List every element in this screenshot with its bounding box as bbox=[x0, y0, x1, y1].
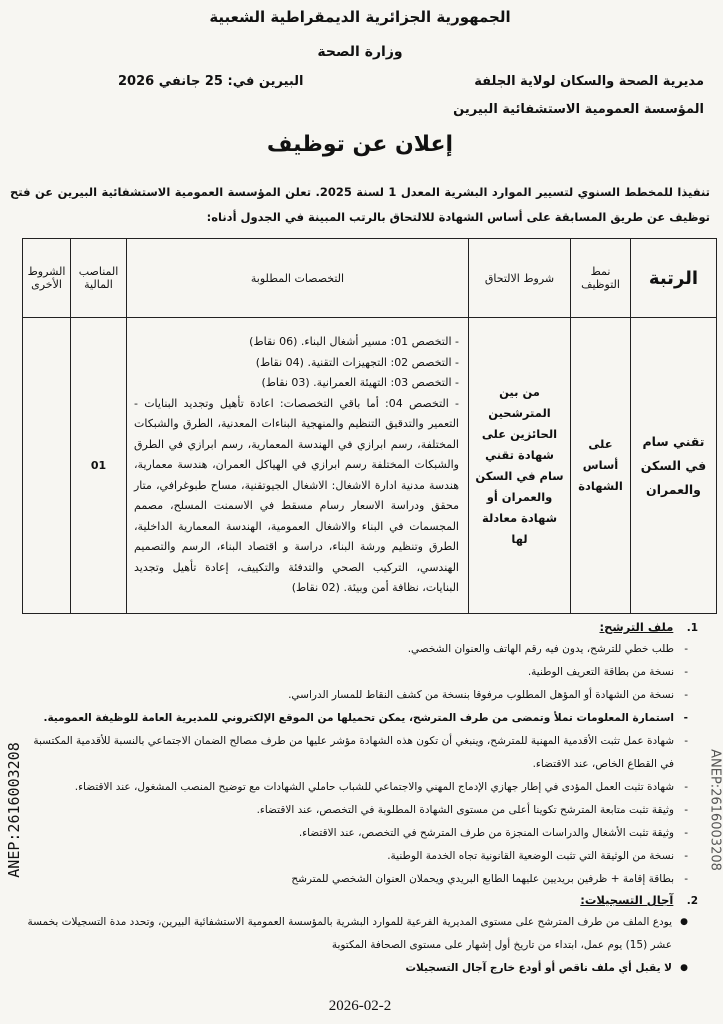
footer-date: 2026-02-2 bbox=[328, 998, 392, 1014]
page-title: إعلان عن توظيف bbox=[266, 132, 454, 157]
header-mode: نمط التوظيف bbox=[571, 239, 631, 318]
list-item: - وثيقة تثبت متابعة المترشح تكوينا أعلى من مستوى الشهادة المطلوبة في التخصص، عند الاقتضاء. bbox=[18, 799, 688, 822]
list-item: ● لا يقبل أي ملف ناقص أو أودع خارج آجال التسجيلات bbox=[18, 957, 688, 980]
list-item: - وثيقة تثبت الأشغال والدراسات المنجزة من طرف المترشح في التخصص، عند الاقتضاء. bbox=[18, 822, 688, 845]
anep-reference-right: ANEP:2616003208 bbox=[707, 749, 723, 871]
anep-side-stamp-right bbox=[708, 720, 722, 900]
anep-side-stamp bbox=[4, 700, 24, 920]
table-header-row bbox=[23, 239, 717, 318]
specialty-item: - التخصص 02: التجهيزات التقنية. (04 نقاط) bbox=[255, 355, 459, 369]
section-number: 2. bbox=[686, 895, 698, 907]
header-specialties: التخصصات المطلوبة bbox=[127, 239, 469, 318]
establishment-heading: المؤسسة العمومية الاستشفائية البيرين bbox=[453, 102, 704, 117]
list-item: - شهادة عمل تثبت الأقدمية المهنية للمترشح، وينبغي أن تكون هذه الشهادة مؤشر عليها من طرف مصالح الضمان الاجتماعي بالنسبة للأقدمية المكتسبة في القطاع الخاص، عند الاقتضاء. bbox=[18, 730, 688, 776]
header-notes: الشروط الأخرى bbox=[23, 239, 71, 318]
section-application-file bbox=[18, 620, 698, 891]
section-registration-deadlines bbox=[18, 893, 698, 980]
section-number: 1. bbox=[686, 622, 698, 634]
header-conditions: شروط الالتحاق bbox=[469, 239, 571, 318]
list-item: ● يودع الملف من طرف المترشح على مستوى المديرية الفرعية للموارد البشرية بالمؤسسة العمومية الاستشفائية البيرين، وتحدد مدة التسجيلات بخمسة عشر (15) يوم عمل، ابتداء من تاريخ أول إشهار على مستوى الصحافة المكتوبة bbox=[18, 911, 688, 957]
header-posts: المناصب المالية bbox=[71, 239, 127, 318]
positions-table bbox=[22, 238, 717, 614]
list-item: - نسخة من بطاقة التعريف الوطنية. bbox=[18, 661, 688, 684]
section-title: ملف الترشح: bbox=[599, 620, 674, 634]
table-row bbox=[23, 318, 717, 614]
republic-heading: الجمهورية الجزائرية الديمقراطية الشعبية bbox=[209, 8, 511, 26]
anep-reference: ANEP:2616003208 bbox=[5, 742, 23, 878]
section-title: آجال التسجيلات: bbox=[580, 893, 674, 907]
intro-paragraph: تنفيذا للمخطط السنوي لتسيير الموارد البشرية المعدل 1 لسنة 2025. تعلن المؤسسة العمومية الاستشفائية البيرين عن فتح توظيف عن طريق المسابقة على أساس الشهادة للالتحاق بالرتب المبينة في الجدول أدناه: bbox=[10, 185, 710, 224]
directorate-heading: مديرية الصحة والسكان لولاية الجلفة bbox=[474, 74, 704, 89]
list-item: - شهادة تثبت العمل المؤدى في إطار جهازي الإدماج المهني والاجتماعي للشباب حاملي الشهادات مع توضيح المنصب المشغول، عند الاقتضاء. bbox=[18, 776, 688, 799]
cell-rank: تقني سام في السكن والعمران bbox=[631, 318, 717, 614]
cell-notes bbox=[23, 318, 71, 614]
list-item: - نسخة من الشهادة أو المؤهل المطلوب مرفوقا بنسخة من كشف النقاط للمسار الدراسي. bbox=[18, 684, 688, 707]
specialties-list bbox=[128, 326, 467, 605]
ministry-heading: وزارة الصحة bbox=[317, 44, 403, 60]
specialty-item: - التخصص 01: مسير أشغال البناء. (06 نقاط) bbox=[249, 335, 459, 349]
document-list bbox=[18, 638, 698, 891]
cell-mode: على أساس الشهادة bbox=[571, 318, 631, 614]
specialty-item: - التخصص 03: التهيئة العمرانية. (03 نقاط) bbox=[261, 376, 459, 390]
header-rank: الرتبة bbox=[631, 239, 717, 318]
date-line: البيرين في: 25 جانفي 2026 bbox=[118, 74, 304, 89]
cell-posts: 01 bbox=[71, 318, 127, 614]
cell-specialties bbox=[127, 318, 469, 614]
specialty-item: - التخصص 04: أما باقي التخصصات: اعادة تأهيل وتجديد البنايات - التعمير والتدقيق التنظيم والمنهجية البناءات المعدنية، الطرق والشبكات المختلفة، رسم ابرازي في الهندسة المعمارية، رسم ابرازي في الطرق والشبكات المختلفة رسم ابرازي في الهياكل العمران، هندسة معمارية، هندسة مدنية ادارة الاشغال: الاشغال الجيوتقنية، مساح طبوغرافي، متار محقق ودراسة الاسعار رسام مسقط في الاسمنت المسلح، مصمم المجسمات في البناء والاشغال العمومية، الهندسة المعمارية الداخلية، الطرق وتنظيم ورشة البناء، دراسة و اقتصاد البناء، الرسم والتصميم الهندسي، التركيب الصحي والتدفئة والتكييف، إعادة تأهيل وتجديد البنايات، نظافة أمن وبيئة. (02 نقاط) bbox=[134, 396, 459, 595]
cell-conditions: من بين المترشحين الحائزين على شهادة تقني سام في السكن والعمران أو شهادة معادلة لها bbox=[469, 318, 571, 614]
list-item: - بطاقة إقامة + ظرفين بريديين عليهما الطابع البريدي ويحملان العنوان الشخصي للمترشح bbox=[18, 868, 688, 891]
list-item: - نسخة من الوثيقة التي تثبت الوضعية القانونية تجاه الخدمة الوطنية. bbox=[18, 845, 688, 868]
list-item: - طلب خطي للترشح، يدون فيه رقم الهاتف والعنوان الشخصي. bbox=[18, 638, 688, 661]
list-item: - استمارة المعلومات تملأ وتمضى من طرف المترشح، يمكن تحميلها من الموقع الإلكتروني للمديرية العامة للوظيفة العمومية. bbox=[18, 707, 688, 730]
deadline-list bbox=[18, 911, 698, 980]
